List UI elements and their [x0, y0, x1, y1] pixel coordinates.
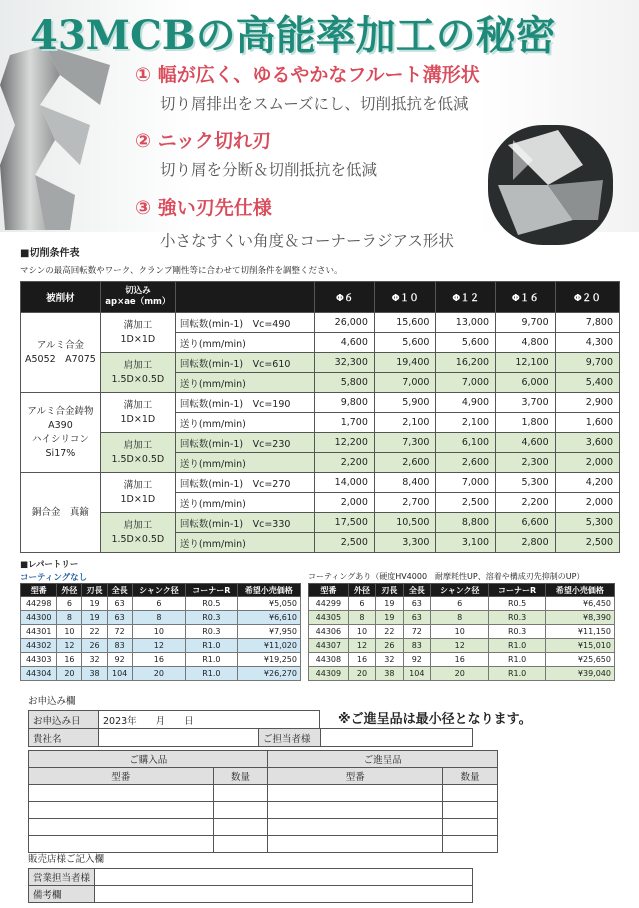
- page-title: 43MCBの高能率加工の秘密: [30, 12, 556, 59]
- lineup-cell: ¥6,450: [545, 597, 614, 611]
- condition-value: 9,800: [315, 393, 375, 413]
- header-depth: [100, 282, 175, 313]
- order-section-label: お申込み欄: [28, 696, 76, 707]
- operation-depth: 1.5D×0.5D: [111, 533, 165, 545]
- condition-value: 26,000: [315, 313, 375, 333]
- lineup-cell: 20: [431, 667, 489, 681]
- lineup-table-coated: [308, 583, 615, 681]
- company-label: 貴社名: [29, 729, 99, 747]
- header-d10: Φ１０: [374, 282, 436, 313]
- condition-label: 送り(mm/min): [175, 533, 314, 553]
- condition-label: 回転数(min-1) Vc=490: [175, 313, 314, 333]
- material-line: A5052 A7075: [25, 353, 96, 365]
- lineup-header-cell: 全長: [403, 584, 430, 597]
- company-table: [28, 728, 473, 747]
- lineup-header-cell: 外径: [348, 584, 375, 597]
- lineup-cell: 6: [57, 597, 82, 611]
- header-depth-line1: 切込み: [125, 286, 151, 296]
- lineup-cell: 8: [57, 611, 82, 625]
- lineup-row: [309, 653, 615, 667]
- condition-value: 12,200: [315, 433, 375, 453]
- end-mill-image-right: [488, 125, 613, 245]
- condition-value: 1,700: [315, 413, 375, 433]
- condition-value: 2,200: [315, 453, 375, 473]
- lineup-right-body: [309, 597, 615, 681]
- lineup-cell: 44298: [21, 597, 57, 611]
- lineup-cell: 32: [376, 653, 403, 667]
- feature-3-heading: ③ 強い刃先仕様: [135, 197, 272, 219]
- material-line: A390: [48, 419, 73, 431]
- lineup-header-cell: コーナーR: [186, 584, 238, 597]
- lineup-cell: R1.0: [186, 639, 238, 653]
- order-date-table: [28, 710, 320, 729]
- order-row: [29, 836, 498, 853]
- operation-depth: 1D×1D: [120, 493, 156, 505]
- lineup-row: [309, 597, 615, 611]
- condition-value: 4,600: [496, 433, 556, 453]
- lineup-header-cell: 型番: [21, 584, 57, 597]
- gift-model-cell[interactable]: [268, 802, 443, 819]
- gift-qty-cell[interactable]: [443, 836, 498, 853]
- cutting-row: [21, 313, 620, 333]
- condition-value: 7,000: [374, 373, 436, 393]
- condition-label: 回転数(min-1) Vc=230: [175, 433, 314, 453]
- gift-qty-cell[interactable]: [443, 819, 498, 836]
- lineup-cell: R1.0: [489, 667, 545, 681]
- condition-value: 6,000: [496, 373, 556, 393]
- condition-label: 回転数(min-1) Vc=270: [175, 473, 314, 493]
- condition-value: 6,600: [496, 513, 556, 533]
- condition-label: 回転数(min-1) Vc=330: [175, 513, 314, 533]
- lineup-cell: R1.0: [186, 667, 238, 681]
- lineup-header-cell: 希望小売価格: [545, 584, 614, 597]
- end-mill-image-left: [0, 45, 120, 230]
- header-d20: Φ２０: [555, 282, 619, 313]
- lineup-cell: 12: [132, 639, 185, 653]
- lineup-cell: 16: [57, 653, 82, 667]
- lineup-left-label: コーティングなし: [20, 573, 88, 583]
- dealer-table: [28, 868, 473, 903]
- condition-value: 1,600: [555, 413, 619, 433]
- lineup-cell: ¥7,950: [237, 625, 300, 639]
- condition-value: 14,000: [315, 473, 375, 493]
- lineup-cell: 19: [376, 597, 403, 611]
- lineup-cell: 6: [132, 597, 185, 611]
- lineup-header-cell: 刃長: [376, 584, 403, 597]
- condition-value: 5,300: [555, 513, 619, 533]
- condition-label: 回転数(min-1) Vc=610: [175, 353, 314, 373]
- purchase-model-cell[interactable]: [29, 836, 214, 853]
- gift-model-cell[interactable]: [268, 785, 443, 802]
- material-line: アルミ合金: [36, 339, 84, 351]
- operation-name: 溝加工: [123, 319, 153, 331]
- lineup-cell: ¥26,270: [237, 667, 300, 681]
- lineup-right-header-row: [309, 584, 615, 597]
- purchase-qty-cell[interactable]: [213, 836, 268, 853]
- lineup-row: [309, 639, 615, 653]
- condition-value: 4,200: [555, 473, 619, 493]
- lineup-cell: 44299: [309, 597, 349, 611]
- cutting-row: [21, 513, 620, 533]
- gift-model-cell[interactable]: [268, 836, 443, 853]
- sales-rep-field[interactable]: [95, 869, 473, 886]
- lineup-cell: R1.0: [186, 653, 238, 667]
- lineup-cell: 38: [82, 667, 107, 681]
- lineup-cell: R0.3: [186, 625, 238, 639]
- condition-value: 2,500: [315, 533, 375, 553]
- order-row: [29, 802, 498, 819]
- lineup-cell: 6: [431, 597, 489, 611]
- lineup-cell: 63: [107, 611, 132, 625]
- lineup-cell: ¥15,010: [545, 639, 614, 653]
- cutting-note: マシンの最高回転数やワーク、クランプ剛性等に合わせて切削条件を調整ください。: [20, 266, 343, 276]
- lineup-right-label: コーティングあり（硬度HV4000 耐摩耗性UP、溶着や構成刃先抑制のUP）: [308, 572, 585, 581]
- condition-value: 3,100: [436, 533, 496, 553]
- lineup-row: [309, 611, 615, 625]
- lineup-cell: 63: [107, 597, 132, 611]
- operation-name: 溝加工: [123, 399, 153, 411]
- condition-value: 10,500: [374, 513, 436, 533]
- operation-cell: [100, 513, 175, 553]
- lineup-left-header-row: [21, 584, 301, 597]
- purchase-model-cell[interactable]: [29, 802, 214, 819]
- lineup-cell: 8: [431, 611, 489, 625]
- lineup-cell: ¥11,020: [237, 639, 300, 653]
- lineup-cell: 38: [376, 667, 403, 681]
- feature-2-heading: ② ニック切れ刃: [135, 130, 271, 152]
- condition-label: 回転数(min-1) Vc=190: [175, 393, 314, 413]
- lineup-row: [21, 597, 301, 611]
- operation-name: 肩加工: [123, 439, 153, 451]
- lineup-left-body: [21, 597, 301, 681]
- header-d12: Φ１２: [436, 282, 496, 313]
- lineup-cell: 92: [107, 653, 132, 667]
- lineup-row: [21, 611, 301, 625]
- cutting-row: [21, 393, 620, 413]
- condition-value: 8,400: [374, 473, 436, 493]
- cutting-conditions-table: [20, 281, 620, 553]
- purchase-header: ご購入品: [29, 751, 268, 768]
- company-field[interactable]: [99, 729, 259, 747]
- lineup-cell: 44302: [21, 639, 57, 653]
- lineup-cell: 19: [82, 611, 107, 625]
- lineup-cell: 12: [348, 639, 375, 653]
- purchase-qty-cell[interactable]: [213, 802, 268, 819]
- lineup-row: [21, 653, 301, 667]
- lineup-cell: 16: [132, 653, 185, 667]
- cutting-table-body: [21, 313, 620, 553]
- condition-value: 5,900: [374, 393, 436, 413]
- condition-value: 5,400: [555, 373, 619, 393]
- lineup-row: [21, 639, 301, 653]
- condition-value: 16,200: [436, 353, 496, 373]
- condition-value: 7,000: [436, 373, 496, 393]
- lineup-cell: ¥11,150: [545, 625, 614, 639]
- gift-notice: ※ご進呈品は最小径となります。: [338, 712, 532, 727]
- lineup-cell: 63: [403, 611, 430, 625]
- feature-1-heading: ① 幅が広く、ゆるやかなフルート溝形状: [135, 64, 480, 86]
- material-cell: [21, 313, 101, 393]
- condition-value: 2,800: [496, 533, 556, 553]
- material-line: 銅合金 真鍮: [31, 506, 89, 518]
- lineup-cell: R0.5: [489, 597, 545, 611]
- lineup-cell: 44309: [309, 667, 349, 681]
- feature-3-subtext: 小さなすくい角度＆コーナーラジアス形状: [160, 232, 454, 250]
- lineup-header-cell: 型番: [309, 584, 349, 597]
- condition-label: 送り(mm/min): [175, 493, 314, 513]
- condition-value: 13,000: [436, 313, 496, 333]
- condition-value: 2,500: [436, 493, 496, 513]
- lineup-cell: 83: [107, 639, 132, 653]
- lineup-header-cell: 外径: [57, 584, 82, 597]
- header-d16: Φ１６: [496, 282, 556, 313]
- condition-value: 4,600: [315, 333, 375, 353]
- cutting-section-label: ■切削条件表: [20, 248, 80, 259]
- material-cell: [21, 473, 101, 553]
- lineup-cell: 16: [431, 653, 489, 667]
- lineup-cell: ¥39,040: [545, 667, 614, 681]
- lineup-cell: 12: [57, 639, 82, 653]
- operation-cell: [100, 353, 175, 393]
- condition-value: 9,700: [555, 353, 619, 373]
- lineup-cell: R1.0: [489, 653, 545, 667]
- lineup-row: [21, 667, 301, 681]
- header-depth-line2: ap×ae（mm）: [105, 297, 171, 307]
- cutting-row: [21, 473, 620, 493]
- remarks-label: 備考欄: [29, 886, 95, 903]
- condition-value: 2,600: [436, 453, 496, 473]
- operation-depth: 1D×1D: [120, 413, 156, 425]
- lineup-cell: 72: [403, 625, 430, 639]
- material-line: Si17%: [45, 447, 76, 459]
- lineup-cell: 32: [82, 653, 107, 667]
- operation-cell: [100, 313, 175, 353]
- condition-value: 2,200: [496, 493, 556, 513]
- lineup-cell: R0.3: [489, 611, 545, 625]
- condition-value: 4,300: [555, 333, 619, 353]
- lineup-cell: 20: [348, 667, 375, 681]
- gift-header: ご進呈品: [268, 751, 498, 768]
- gift-qty-cell[interactable]: [443, 785, 498, 802]
- lineup-cell: 44301: [21, 625, 57, 639]
- condition-value: 3,700: [496, 393, 556, 413]
- lineup-cell: 10: [431, 625, 489, 639]
- gift-qty-cell[interactable]: [443, 802, 498, 819]
- lineup-cell: 19: [82, 597, 107, 611]
- condition-label: 送り(mm/min): [175, 453, 314, 473]
- condition-value: 12,100: [496, 353, 556, 373]
- lineup-cell: 83: [403, 639, 430, 653]
- lineup-header-cell: 刃長: [82, 584, 107, 597]
- operation-depth: 1.5D×0.5D: [111, 453, 165, 465]
- lineup-header-cell: 全長: [107, 584, 132, 597]
- lineup-cell: 10: [132, 625, 185, 639]
- lineup-header-cell: シャンク径: [132, 584, 185, 597]
- feature-1-subtext: 切り屑排出をスムーズにし、切削抵抗を低減: [160, 95, 469, 113]
- purchase-qty-header: 数量: [213, 768, 268, 785]
- order-row: [29, 785, 498, 802]
- lineup-row: [21, 625, 301, 639]
- condition-value: 3,600: [555, 433, 619, 453]
- lineup-header-cell: 希望小売価格: [237, 584, 300, 597]
- material-cell: [21, 393, 101, 473]
- lineup-cell: 26: [82, 639, 107, 653]
- condition-value: 2,000: [555, 453, 619, 473]
- condition-value: 2,500: [555, 533, 619, 553]
- lineup-cell: 44300: [21, 611, 57, 625]
- purchase-model-cell[interactable]: [29, 785, 214, 802]
- order-date-field[interactable]: 2023年 月 日: [99, 711, 320, 729]
- condition-value: 32,300: [315, 353, 375, 373]
- condition-label: 送り(mm/min): [175, 373, 314, 393]
- gift-model-header: 型番: [268, 768, 443, 785]
- lineup-cell: R0.5: [186, 597, 238, 611]
- cutting-row: [21, 353, 620, 373]
- condition-value: 8,800: [436, 513, 496, 533]
- lineup-cell: 26: [376, 639, 403, 653]
- lineup-cell: 44303: [21, 653, 57, 667]
- condition-value: 2,300: [496, 453, 556, 473]
- lineup-row: [309, 667, 615, 681]
- operation-name: 肩加工: [123, 359, 153, 371]
- material-line: ハイシリコン: [32, 433, 89, 445]
- operation-name: 溝加工: [123, 479, 153, 491]
- gift-model-cell[interactable]: [268, 819, 443, 836]
- contact-field[interactable]: [321, 729, 473, 747]
- feature-2-subtext: 切り屑を分断＆切削抵抗を低減: [160, 161, 378, 179]
- lineup-cell: 44304: [21, 667, 57, 681]
- condition-value: 6,100: [436, 433, 496, 453]
- condition-label: 送り(mm/min): [175, 333, 314, 353]
- condition-value: 4,900: [436, 393, 496, 413]
- condition-value: 5,800: [315, 373, 375, 393]
- lineup-cell: 63: [403, 597, 430, 611]
- condition-value: 2,900: [555, 393, 619, 413]
- header-condition: [175, 282, 314, 313]
- condition-value: 3,300: [374, 533, 436, 553]
- lineup-cell: 72: [107, 625, 132, 639]
- condition-value: 4,800: [496, 333, 556, 353]
- lineup-cell: 44308: [309, 653, 349, 667]
- purchase-qty-cell[interactable]: [213, 785, 268, 802]
- condition-value: 9,700: [496, 313, 556, 333]
- lineup-cell: 12: [431, 639, 489, 653]
- condition-value: 5,300: [496, 473, 556, 493]
- lineup-cell: 8: [132, 611, 185, 625]
- lineup-cell: 8: [348, 611, 375, 625]
- purchase-qty-cell[interactable]: [213, 819, 268, 836]
- lineup-header-cell: シャンク径: [431, 584, 489, 597]
- operation-cell: [100, 433, 175, 473]
- header-material: 被削材: [21, 282, 101, 313]
- condition-value: 2,600: [374, 453, 436, 473]
- header-d6: Φ６: [315, 282, 375, 313]
- condition-value: 17,500: [315, 513, 375, 533]
- lineup-cell: 20: [132, 667, 185, 681]
- operation-name: 肩加工: [123, 519, 153, 531]
- lineup-cell: 104: [107, 667, 132, 681]
- condition-value: 7,000: [436, 473, 496, 493]
- lineup-cell: R0.3: [186, 611, 238, 625]
- order-date-label: お申込み日: [29, 711, 99, 729]
- lineup-cell: 22: [82, 625, 107, 639]
- condition-value: 2,100: [436, 413, 496, 433]
- lineup-cell: 19: [376, 611, 403, 625]
- material-line: アルミ合金鋳物: [27, 405, 94, 417]
- sales-rep-label: 営業担当者様: [29, 869, 95, 886]
- operation-cell: [100, 473, 175, 513]
- lineup-cell: 10: [57, 625, 82, 639]
- condition-value: 15,600: [374, 313, 436, 333]
- lineup-cell: 20: [57, 667, 82, 681]
- condition-value: 5,600: [374, 333, 436, 353]
- lineup-cell: 104: [403, 667, 430, 681]
- lineup-cell: 44305: [309, 611, 349, 625]
- condition-value: 7,800: [555, 313, 619, 333]
- lineup-cell: 10: [348, 625, 375, 639]
- order-row: [29, 819, 498, 836]
- operation-depth: 1D×1D: [120, 333, 156, 345]
- contact-label: ご担当者様: [259, 729, 321, 747]
- lineup-cell: R0.3: [489, 625, 545, 639]
- operation-depth: 1.5D×0.5D: [111, 373, 165, 385]
- condition-value: 5,600: [436, 333, 496, 353]
- condition-value: 2,000: [555, 493, 619, 513]
- condition-value: 1,800: [496, 413, 556, 433]
- condition-value: 7,300: [374, 433, 436, 453]
- dealer-section-label: 販売店様ご記入欄: [28, 854, 105, 865]
- purchase-model-header: 型番: [29, 768, 214, 785]
- lineup-cell: R1.0: [489, 639, 545, 653]
- lineup-cell: 92: [403, 653, 430, 667]
- condition-label: 送り(mm/min): [175, 413, 314, 433]
- lineup-header-cell: コーナーR: [489, 584, 545, 597]
- condition-value: 2,100: [374, 413, 436, 433]
- lineup-cell: 44306: [309, 625, 349, 639]
- lineup-cell: 16: [348, 653, 375, 667]
- lineup-row: [309, 625, 615, 639]
- condition-value: 2,000: [315, 493, 375, 513]
- lineup-cell: 44307: [309, 639, 349, 653]
- lineup-cell: 22: [376, 625, 403, 639]
- operation-cell: [100, 393, 175, 433]
- lineup-cell: ¥19,250: [237, 653, 300, 667]
- lineup-cell: 6: [348, 597, 375, 611]
- condition-value: 2,700: [374, 493, 436, 513]
- cutting-row: [21, 433, 620, 453]
- order-items-table: [28, 750, 498, 853]
- purchase-model-cell[interactable]: [29, 819, 214, 836]
- lineup-table-uncoated: [20, 583, 301, 681]
- condition-value: 19,400: [374, 353, 436, 373]
- lineup-section-label: ■レパートリー: [20, 560, 79, 570]
- lineup-cell: ¥25,650: [545, 653, 614, 667]
- lineup-cell: ¥8,390: [545, 611, 614, 625]
- gift-qty-header: 数量: [443, 768, 498, 785]
- remarks-field[interactable]: [95, 886, 473, 903]
- lineup-cell: ¥6,610: [237, 611, 300, 625]
- lineup-cell: ¥5,050: [237, 597, 300, 611]
